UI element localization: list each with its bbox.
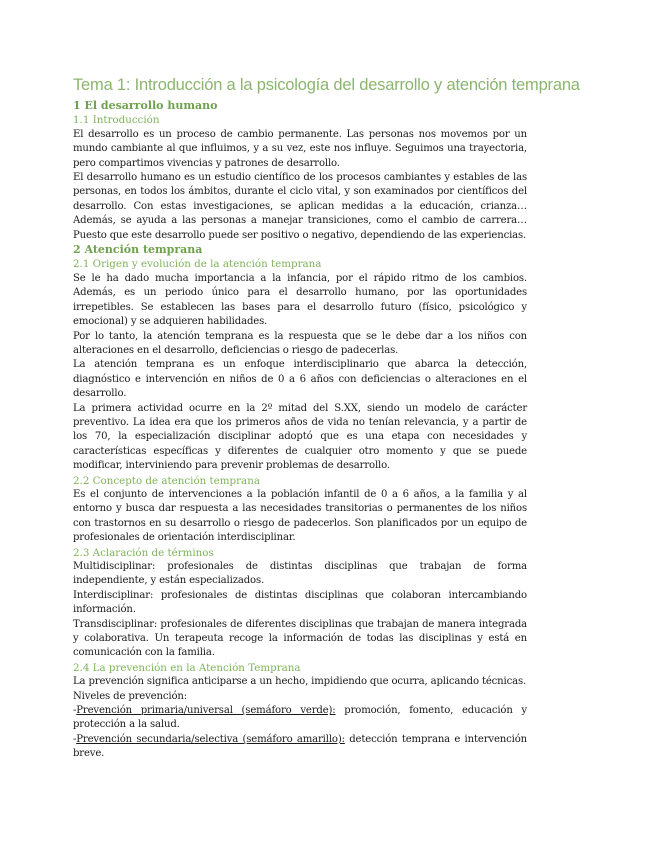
subsection-heading-2-2: 2.2 Concepto de atención temprana <box>73 474 260 487</box>
list-dash: - <box>73 705 77 717</box>
paragraph: Se le ha dado mucha importancia a la infancia, por el rápido ritmo de los cambios. Además, es un periodo único para el desarrollo humano, por las oportunidades irrepetibles. Se establecen las bases para el desarrollo futuro (físico, psicológico y emocional) y se adquieren habilidades. <box>73 272 527 328</box>
paragraph: Es el conjunto de intervenciones a la población infantil de 0 a 6 años, a la familia y al entorno y busca dar respuesta a las necesidades transitorias o permanentes de los niños con trastornos en su desarrollo o riesgo de padecerlos. Son planificados por un equipo de profesionales de orientación interdisciplinar. <box>73 488 527 544</box>
paragraph: La primera actividad ocurre en la 2º mitad del S.XX, siendo un modelo de carácter preventivo. La idea era que los primeros años de vida no tenían relevancia, y a partir de los 70, la especialización disciplinar adoptó que es una etapa con necesidades y características específicas y diferentes de cualquier otro momento y que se puede modificar, interviniendo para prevenir problemas de desarrollo. <box>73 402 527 472</box>
paragraph: Interdisciplinar: profesionales de distintas disciplinas que colaboran intercambiando información. <box>73 589 527 616</box>
list-item-prevention-primary <box>73 704 527 733</box>
section-heading-2: 2 Atención temprana <box>73 243 203 257</box>
paragraph: Por lo tanto, la atención temprana es la respuesta que se le debe dar a los niños con alteraciones en el desarrollo, deficiencias o riesgo de padecerlas. <box>73 330 527 356</box>
subsection-heading-1-1: 1.1 Introducción <box>73 114 160 127</box>
paragraph: La atención temprana es un enfoque interdisciplinario que abarca la detección, diagnóstico e intervención en niños de 0 a 6 años con deficiencias o alteraciones en el desarrollo. <box>73 359 527 400</box>
list-item-label: Prevención secundaria/selectiva (semáforo amarillo): <box>76 733 345 745</box>
paragraph: Niveles de prevención: <box>73 690 187 702</box>
document-title: Tema 1: Introducción a la psicología del desarrollo y atención temprana <box>73 76 580 94</box>
paragraph: La prevención significa anticiparse a un hecho, impidiendo que ocurra, aplicando técnicas. <box>73 676 527 688</box>
list-dash: - <box>73 733 77 745</box>
list-item-label: Prevención primaria/universal (semáforo verde): <box>76 705 336 717</box>
list-item-text: promoción, fomento, educación y protección a la salud. <box>73 705 527 731</box>
subsection-heading-2-3: 2.3 Aclaración de términos <box>73 546 214 559</box>
subsection-heading-2-1: 2.1 Origen y evolución de la atención temprana <box>73 258 322 271</box>
paragraph: El desarrollo humano es un estudio científico de los procesos cambiantes y estables de las personas, en todos los ámbitos, durante el ciclo vital, y son examinados por científicos del desarrollo. Con estas investigaciones, se aplican medidas a la educación, crianza… Además, se ayuda a las personas a manejar transiciones, como el cambio de carrera…Puesto que este desarrollo puede ser positivo o negativo, dependiendo de las experiencias. <box>73 172 527 241</box>
paragraph: Multidisciplinar: profesionales de distintas disciplinas que trabajan de forma independiente, y están especializados. <box>73 561 527 587</box>
subsection-heading-2-4: 2.4 La prevención en la Atención Temprana <box>73 661 301 674</box>
list-item-text: detección temprana e intervención breve. <box>73 733 527 760</box>
section-heading-1: 1 El desarrollo humano <box>73 99 218 112</box>
paragraph: Transdisciplinar: profesionales de diferentes disciplinas que trabajan de manera integrada y colaborativa. Un terapeuta recoge la información de todas las disciplinas y está en comunicación con la familia. <box>73 618 527 659</box>
list-item-prevention-secondary <box>73 733 527 762</box>
paragraph: El desarrollo es un proceso de cambio permanente. Las personas nos movemos por un mundo cambiante al que influimos, y a su vez, este nos influye. Seguimos una trayectoria, pero compartimos vivencias y patrones de desarrollo. <box>73 128 527 169</box>
